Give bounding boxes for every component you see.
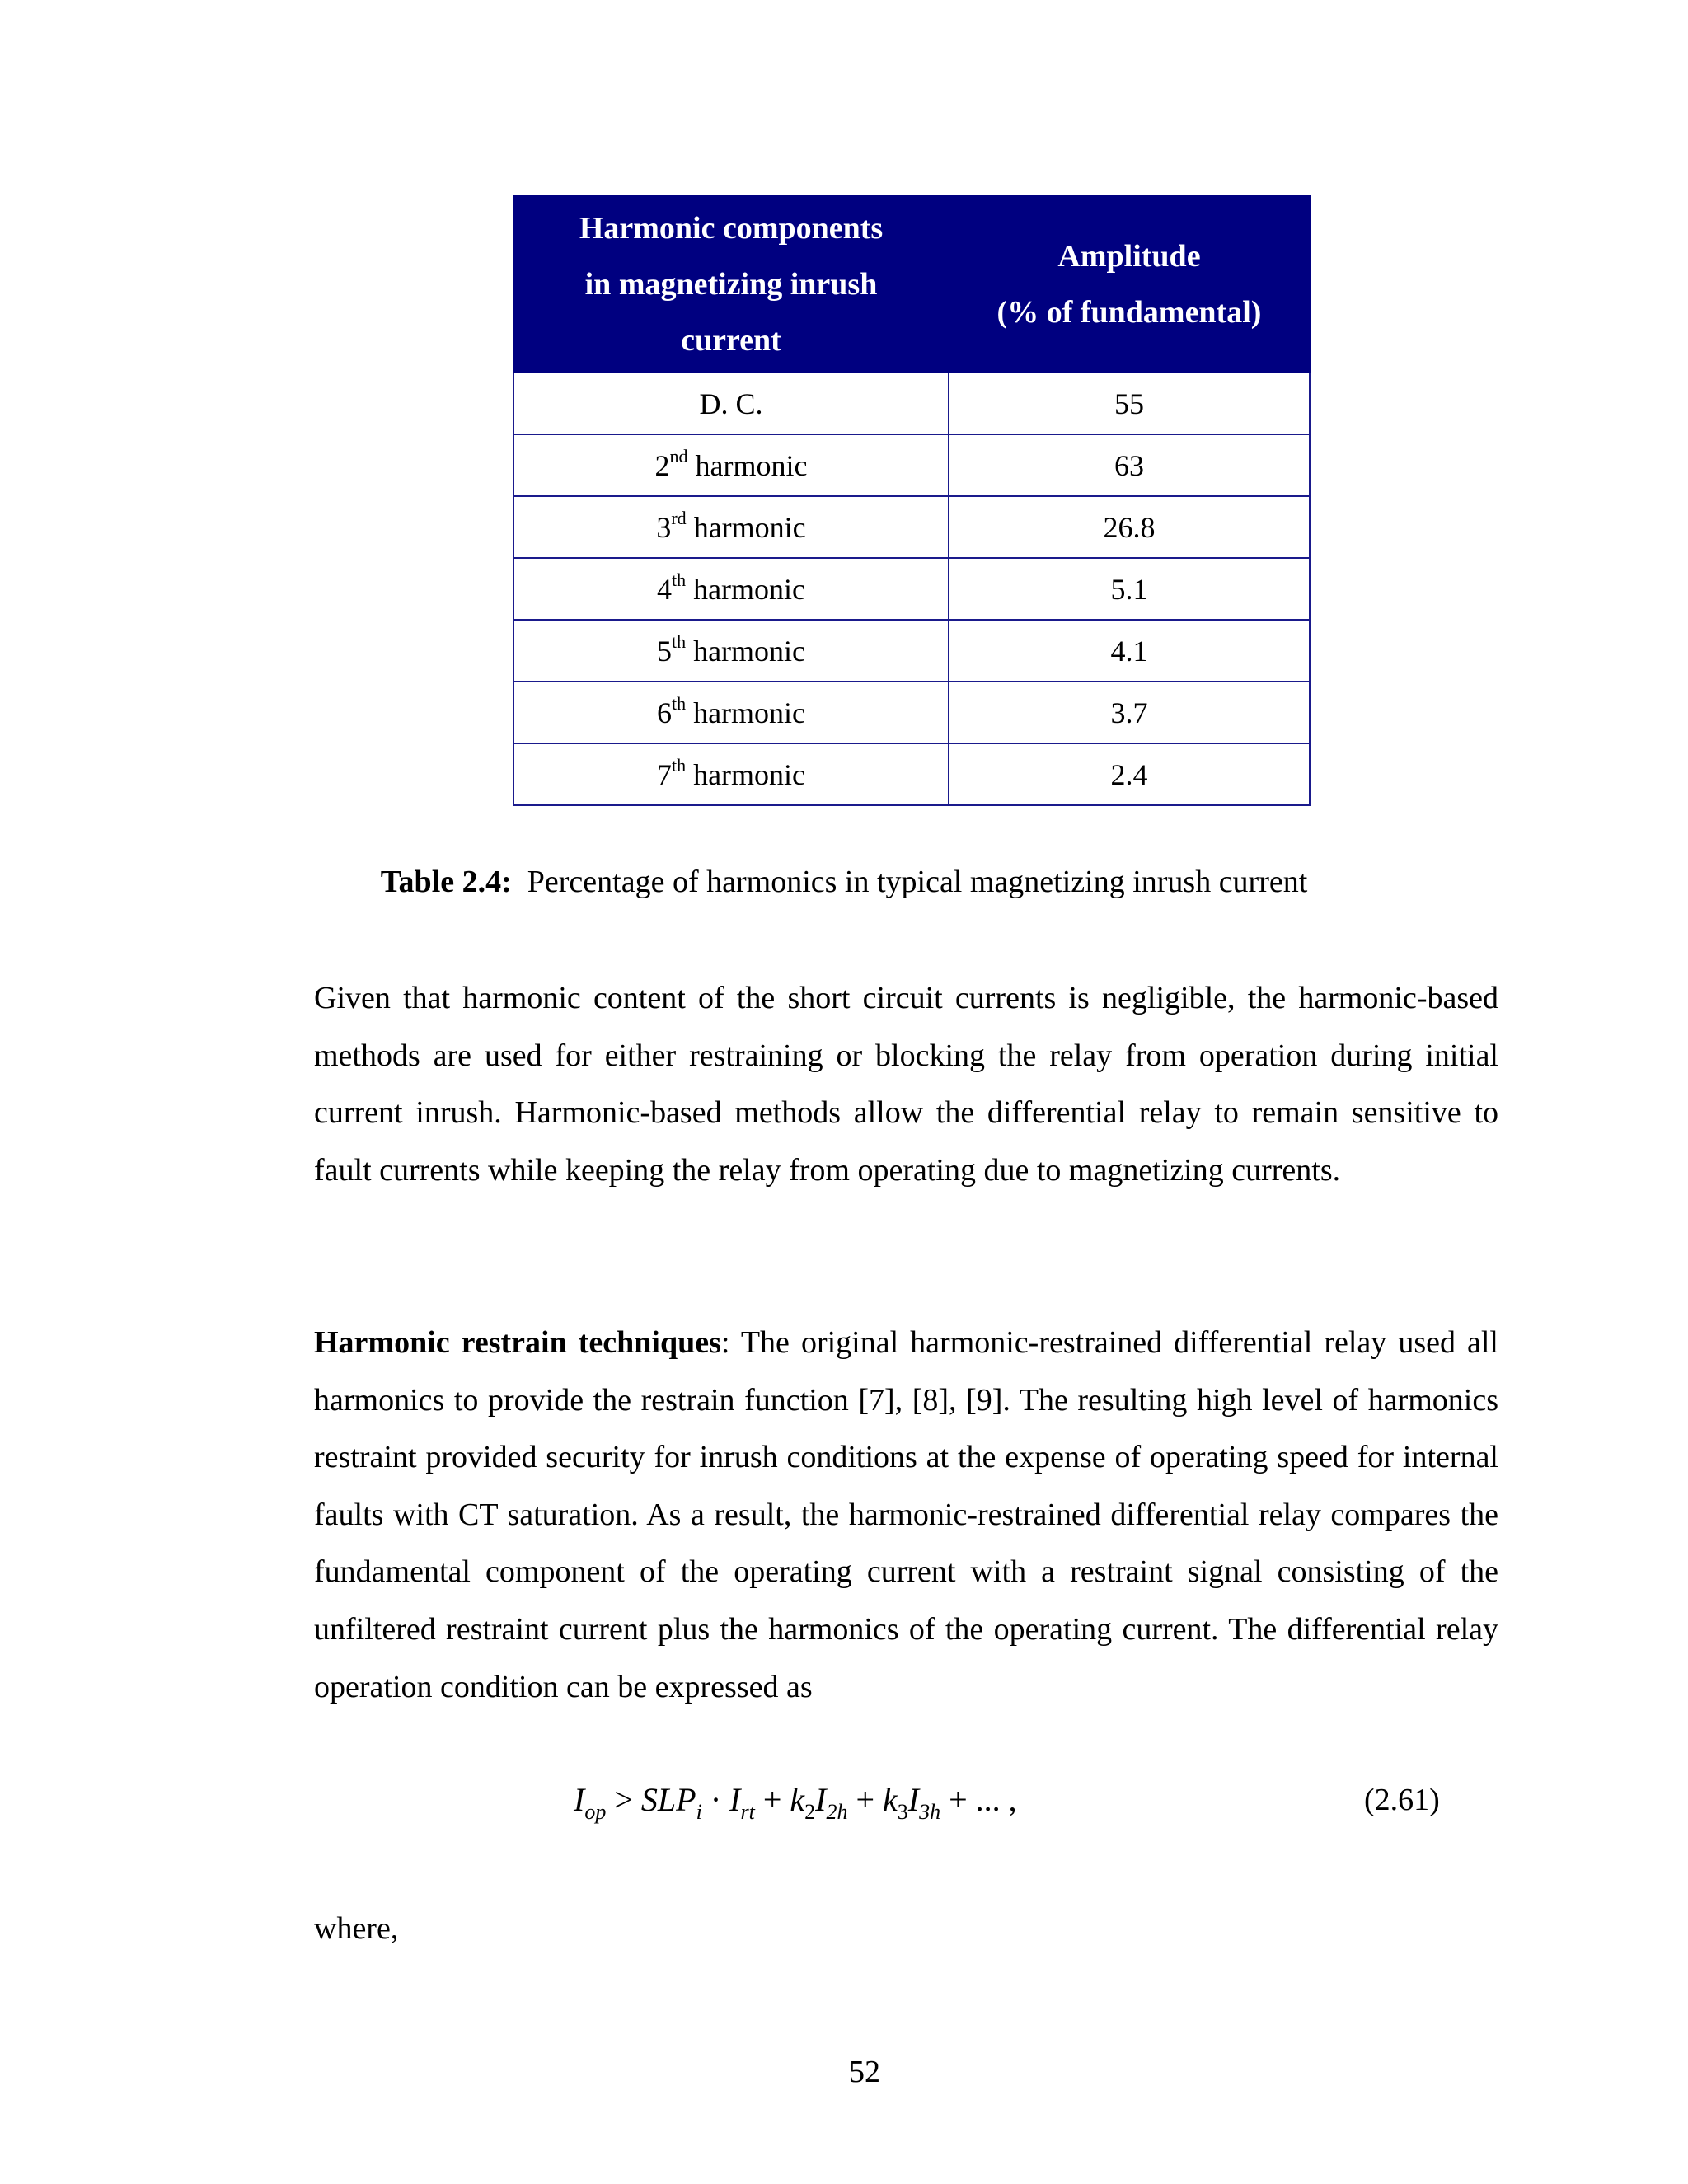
paragraph-heading: Harmonic restrain techniques bbox=[314, 1325, 721, 1360]
header-amplitude: Amplitude (% of fundamental) bbox=[949, 196, 1310, 373]
paragraph-harmonic-restrain bbox=[314, 1315, 1498, 1716]
table-header-row bbox=[513, 196, 1310, 373]
table-row bbox=[513, 496, 1310, 558]
amplitude-cell: 63 bbox=[949, 434, 1310, 496]
table-caption bbox=[0, 864, 1688, 900]
amplitude-cell: 5.1 bbox=[949, 558, 1310, 620]
harmonic-component-cell: 7th harmonic bbox=[513, 743, 949, 805]
table-body bbox=[513, 373, 1310, 805]
caption-label: Table 2.4: bbox=[380, 865, 512, 899]
harmonic-component-cell: D. C. bbox=[513, 373, 949, 434]
harmonic-component-cell: 3rd harmonic bbox=[513, 496, 949, 558]
amplitude-cell: 2.4 bbox=[949, 743, 1310, 805]
paragraph-harmonic-methods: Given that harmonic content of the short circuit currents is negligible, the harmonic-based methods are used for either restraining or blocking the relay from operation during initial current inrush. Harmonic-based methods allow the differential relay to remain sensitive to fault currents while keeping the relay from operating due to magnetizing currents. bbox=[314, 981, 1498, 1188]
amplitude-cell: 55 bbox=[949, 373, 1310, 434]
table-row bbox=[513, 620, 1310, 682]
harmonic-component-cell: 2nd harmonic bbox=[513, 434, 949, 496]
where-text: where, bbox=[314, 1911, 399, 1946]
caption-text: Percentage of harmonics in typical magnetizing inrush current bbox=[511, 865, 1308, 899]
header-harmonic-components: Harmonic components in magnetizing inrush current bbox=[513, 196, 949, 373]
table-row bbox=[513, 743, 1310, 805]
harmonics-table bbox=[513, 195, 1311, 806]
equation-2-61: $I_{op} > SLP_i \cdot I_{rt} + k_2I_{2h} + k_3I_{3h}$ + ... , bbox=[574, 1781, 1017, 1824]
table-row bbox=[513, 373, 1310, 434]
harmonic-component-cell: 4th harmonic bbox=[513, 558, 949, 620]
table-row bbox=[513, 434, 1310, 496]
amplitude-cell: 26.8 bbox=[949, 496, 1310, 558]
table-row bbox=[513, 558, 1310, 620]
paragraph-body: : The original harmonic-restrained differential relay used all harmonics to provide the restrain function [7], [8], [9]. The resulting high level of harmonics restraint provided security for inrush conditions at the expense of operating speed for internal faults with CT saturation. As a result, the harmonic-restrained differential relay compares the fundamental component of the operating current with a restraint signal consisting of the unfiltered restraint current plus the harmonics of the operating current. The differential relay operation condition can be expressed as bbox=[314, 1325, 1498, 1704]
table-row bbox=[513, 682, 1310, 743]
amplitude-cell: 4.1 bbox=[949, 620, 1310, 682]
harmonic-component-cell: 6th harmonic bbox=[513, 682, 949, 743]
amplitude-cell: 3.7 bbox=[949, 682, 1310, 743]
equation-number: (2.61) bbox=[1364, 1783, 1440, 1817]
harmonic-component-cell: 5th harmonic bbox=[513, 620, 949, 682]
page-number: 52 bbox=[849, 2055, 880, 2089]
